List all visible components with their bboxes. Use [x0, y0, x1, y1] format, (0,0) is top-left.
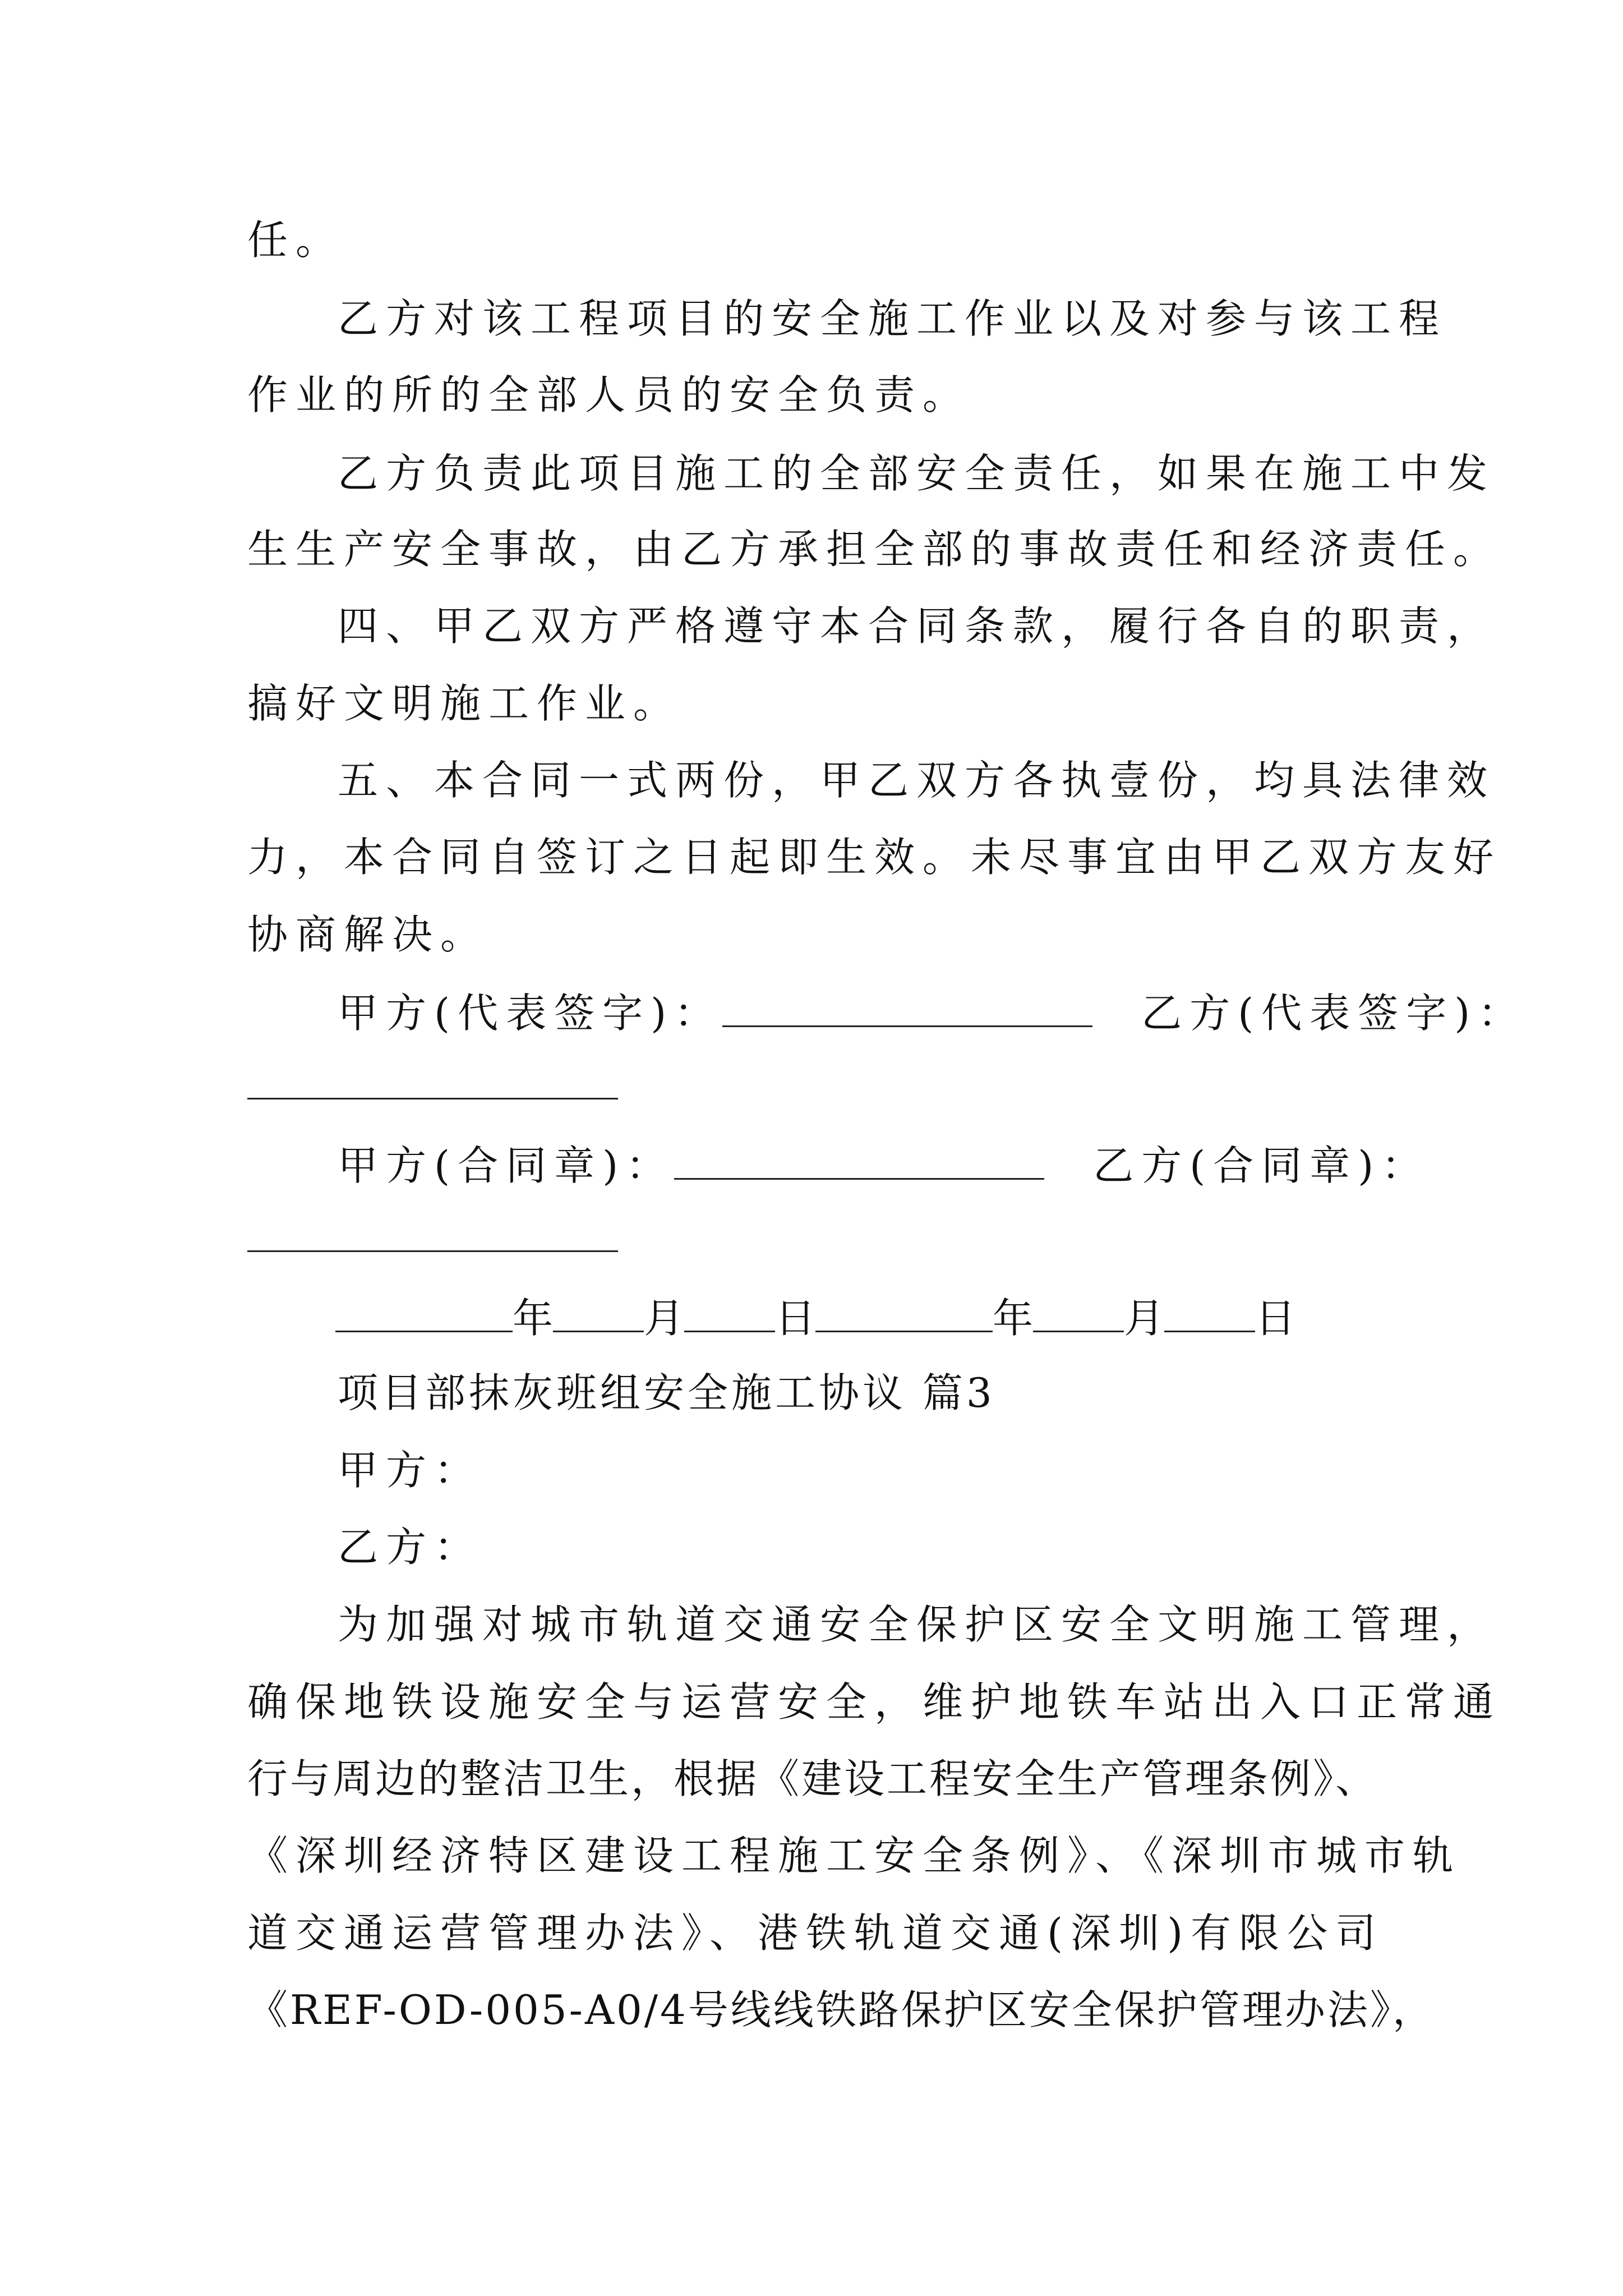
day-label: 日 — [775, 1295, 816, 1342]
paragraph-line: 《深圳经济特区建设工程施工安全条例》、《深圳市城市轨 — [247, 1832, 1461, 1879]
paragraph-line: 四、甲乙双方严格遵守本合同条款，履行各自的职责， — [338, 602, 1496, 650]
paragraph-line: 《REF-OD-005-A0/4号线线铁路保护区安全保护管理办法》， — [247, 1986, 1435, 2033]
year-blank — [335, 1297, 513, 1332]
paragraph-line: 作业的所的全部人员的安全负责。 — [247, 371, 971, 418]
year-label: 年 — [993, 1295, 1034, 1342]
paragraph-line: 为加强对城市轨道交通安全保护区安全文明施工管理， — [338, 1601, 1496, 1648]
paragraph-line: 搞好文明施工作业。 — [247, 680, 682, 727]
paragraph-line: 道交通运营管理办法》、港铁轨道交通(深圳)有限公司 — [247, 1910, 1384, 1957]
party-b-seal-label: 乙方(合同章)： — [1093, 1142, 1430, 1189]
paragraph-line: 确保地铁设施安全与运营安全，维护地铁车站出入口正常通 — [247, 1678, 1502, 1726]
paragraph-line: 行与周边的整洁卫生，根据《建设工程安全生产管理条例》、 — [247, 1755, 1378, 1802]
paragraph-line: 乙方负责此项目施工的全部安全责任，如果在施工中发 — [338, 450, 1496, 497]
paragraph-line: 力，本合同自签订之日起即生效。未尽事宜由甲乙双方友好 — [247, 834, 1502, 881]
party-b-rep-blank — [247, 1098, 618, 1099]
paragraph-line: 协商解决。 — [247, 911, 489, 958]
party-b-label: 乙方： — [338, 1524, 483, 1571]
day-blank — [1164, 1297, 1255, 1332]
date-row — [335, 1295, 1296, 1342]
party-a-seal-label: 甲方(合同章)： — [338, 1142, 675, 1189]
paragraph-line: 任。 — [247, 217, 344, 264]
signature-row-rep — [338, 990, 1527, 1037]
party-a-rep-blank — [722, 992, 1092, 1027]
year-blank — [815, 1297, 993, 1332]
party-a-seal-blank — [674, 1144, 1044, 1180]
party-b-rep-label: 乙方(代表签字)： — [1141, 990, 1527, 1037]
party-a-label: 甲方： — [338, 1447, 483, 1494]
month-label: 月 — [1124, 1295, 1165, 1342]
paragraph-line: 生生产安全事故，由乙方承担全部的事故责任和经济责任。 — [247, 526, 1502, 573]
day-blank — [684, 1297, 775, 1332]
month-blank — [553, 1297, 644, 1332]
section-title: 项目部抹灰班组安全施工协议 篇3 — [338, 1369, 995, 1416]
paragraph-line: 五、本合同一式两份，甲乙双方各执壹份，均具法律效 — [338, 757, 1496, 804]
signature-row-seal — [338, 1142, 1430, 1189]
day-label: 日 — [1255, 1295, 1296, 1342]
paragraph-line: 乙方对该工程项目的安全施工作业以及对参与该工程 — [338, 295, 1447, 342]
year-label: 年 — [513, 1295, 554, 1342]
month-blank — [1033, 1297, 1124, 1332]
party-b-seal-blank — [247, 1250, 618, 1252]
party-a-rep-label: 甲方(代表签字)： — [338, 990, 723, 1037]
month-label: 月 — [644, 1295, 685, 1342]
